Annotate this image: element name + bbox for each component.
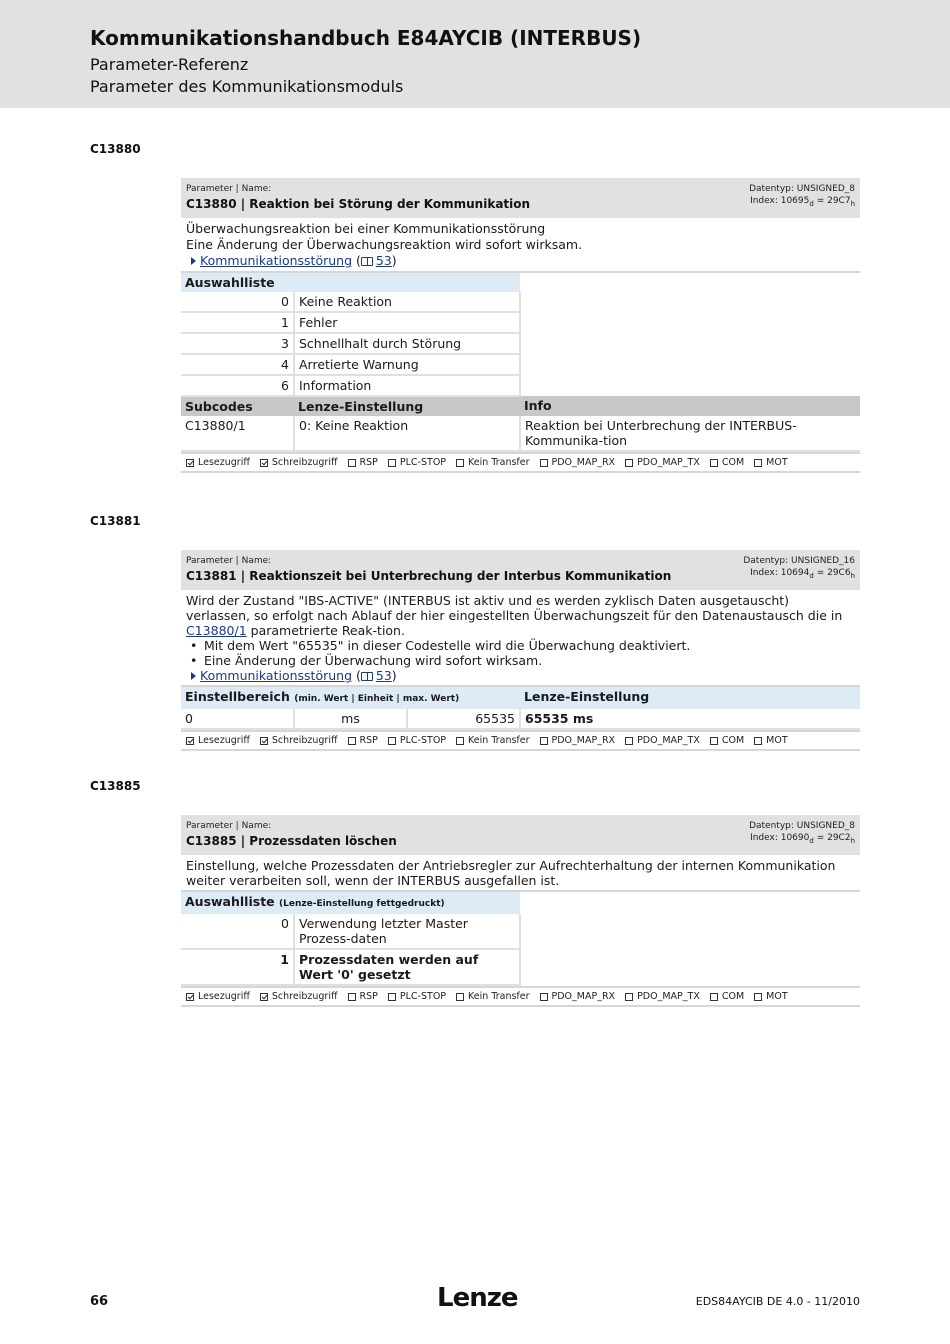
checkbox-empty-icon xyxy=(388,459,396,467)
checkbox-empty-icon xyxy=(754,459,762,467)
c13880-1-link[interactable]: C13880/1 xyxy=(186,623,247,638)
checkbox-empty-icon xyxy=(754,993,762,1001)
reference-link-row: Kommunikationsstörung ( 53) xyxy=(186,668,855,683)
range-header: Einstellbereich (min. Wert | Einheit | max. Wert) xyxy=(181,687,520,709)
document-id: EDS84AYCIB DE 4.0 - 11/2010 xyxy=(695,1295,860,1308)
book-icon xyxy=(361,257,373,266)
checkbox-empty-icon xyxy=(456,459,464,467)
flag-item: PDO_MAP_RX xyxy=(540,991,616,1002)
checkbox-empty-icon xyxy=(710,459,718,467)
flag-item: MOT xyxy=(754,735,787,746)
option-value: 1 xyxy=(181,312,294,333)
access-flags xyxy=(181,452,860,473)
lenze-value: 65535 ms xyxy=(520,709,860,729)
min-value: 0 xyxy=(181,709,294,729)
list-header: Auswahlliste xyxy=(181,273,520,292)
selection-table xyxy=(181,892,860,986)
kommunikationsstoerung-link[interactable]: Kommunikationsstörung xyxy=(200,253,353,268)
empty-area xyxy=(520,892,860,985)
parameter-description xyxy=(181,590,860,685)
description-paragraph: Wird der Zustand "IBS-ACTIVE" (INTERBUS ist aktiv und es werden zyklisch Daten ausgetauscht) verlassen, so erfolgt nach Ablauf der hier eingestellten Überwachungszeit für den Datenaustausch die in C13880/1 parametrierte Reak-tion. xyxy=(186,593,843,638)
lenze-header: Lenze-Einstellung xyxy=(520,687,860,709)
parameter-name: C13881 | Reaktionszeit bei Unterbrechung der Interbus Kommunikation xyxy=(186,569,672,583)
checkbox-empty-icon xyxy=(348,459,356,467)
flag-item: Kein Transfer xyxy=(456,457,529,468)
parameter-header xyxy=(181,550,860,590)
parameter-label: Parameter | Name: xyxy=(186,821,272,831)
checkbox-checked-icon xyxy=(260,993,268,1001)
flag-item: PDO_MAP_TX xyxy=(625,457,700,468)
flag-item: Schreibzugriff xyxy=(260,457,338,468)
option-value: 3 xyxy=(181,333,294,354)
flag-item: Kein Transfer xyxy=(456,735,529,746)
option-value: 6 xyxy=(181,375,294,396)
page-header xyxy=(0,0,950,108)
checkbox-checked-icon xyxy=(260,459,268,467)
checkbox-empty-icon xyxy=(754,737,762,745)
reference-link-row: Kommunikationsstörung ( 53) xyxy=(186,253,855,269)
datatype: Datentyp: UNSIGNED_8 xyxy=(749,184,855,194)
flag-item: Schreibzugriff xyxy=(260,991,338,1002)
option-label: Verwendung letzter Master Prozess-daten xyxy=(294,914,520,949)
flag-item: PDO_MAP_RX xyxy=(540,457,616,468)
flag-item: RSP xyxy=(348,735,378,746)
page-ref-link[interactable]: 53 xyxy=(361,668,392,683)
flag-item: MOT xyxy=(754,991,787,1002)
checkbox-empty-icon xyxy=(625,993,633,1001)
checkbox-empty-icon xyxy=(348,737,356,745)
parameter-description xyxy=(181,855,860,890)
lenze-header: Lenze-Einstellung xyxy=(294,396,520,416)
unit-value: ms xyxy=(294,709,407,729)
max-value: 65535 xyxy=(407,709,520,729)
section-title: Parameter-Referenz xyxy=(90,55,249,74)
flag-item: COM xyxy=(710,991,744,1002)
subsection-title: Parameter des Kommunikationsmoduls xyxy=(90,77,404,96)
flag-item: COM xyxy=(710,735,744,746)
code-heading-c13885: C13885 xyxy=(90,779,141,793)
flag-item: PDO_MAP_TX xyxy=(625,991,700,1002)
checkbox-empty-icon xyxy=(456,737,464,745)
checkbox-empty-icon xyxy=(348,993,356,1001)
parameter-header xyxy=(181,178,860,218)
book-icon xyxy=(361,672,373,681)
parameter-block-c13880 xyxy=(181,178,860,473)
parameter-name: C13885 | Prozessdaten löschen xyxy=(186,834,397,848)
list-header: Auswahlliste (Lenze-Einstellung fettgedruckt) xyxy=(181,892,520,914)
checkbox-empty-icon xyxy=(540,459,548,467)
option-value: 0 xyxy=(181,292,294,312)
checkbox-empty-icon xyxy=(540,993,548,1001)
flag-item: PDO_MAP_RX xyxy=(540,735,616,746)
checkbox-empty-icon xyxy=(540,737,548,745)
lenze-cell: 0: Keine Reaktion xyxy=(294,416,520,451)
checkbox-checked-icon xyxy=(260,737,268,745)
checkbox-empty-icon xyxy=(710,737,718,745)
option-value: 0 xyxy=(181,914,294,949)
parameter-label: Parameter | Name: xyxy=(186,184,272,194)
bullet-list xyxy=(186,638,855,668)
option-label: Keine Reaktion xyxy=(294,292,520,312)
checkbox-empty-icon xyxy=(625,459,633,467)
description-line: Eine Änderung der Überwachungsreaktion wird sofort wirksam. xyxy=(186,237,583,252)
flag-item: Lesezugriff xyxy=(186,735,250,746)
code-heading-c13880: C13880 xyxy=(90,142,141,156)
arrow-right-icon xyxy=(191,257,196,265)
flag-item: PDO_MAP_TX xyxy=(625,735,700,746)
flag-item: Lesezugriff xyxy=(186,991,250,1002)
datatype: Datentyp: UNSIGNED_8 xyxy=(749,821,855,831)
checkbox-empty-icon xyxy=(625,737,633,745)
parameter-description xyxy=(181,218,860,271)
flag-item: RSP xyxy=(348,991,378,1002)
checkbox-checked-icon xyxy=(186,993,194,1001)
page-ref-link[interactable]: 53 xyxy=(361,253,392,268)
flag-item: PLC-STOP xyxy=(388,457,446,468)
flag-item: Lesezugriff xyxy=(186,457,250,468)
checkbox-empty-icon xyxy=(388,737,396,745)
info-cell: Reaktion bei Unterbrechung der INTERBUS-Kommunika-tion xyxy=(520,416,860,451)
checkbox-empty-icon xyxy=(710,993,718,1001)
parameter-header xyxy=(181,815,860,855)
option-label: Fehler xyxy=(294,312,520,333)
selection-table xyxy=(181,273,860,452)
bullet-item: • Eine Änderung der Überwachung wird sofort wirksam. xyxy=(186,653,855,668)
option-label: Arretierte Warnung xyxy=(294,354,520,375)
parameter-name: C13880 | Reaktion bei Störung der Kommunikation xyxy=(186,197,531,211)
kommunikationsstoerung-link[interactable]: Kommunikationsstörung xyxy=(200,668,353,683)
bullet-item: • Mit dem Wert "65535" in dieser Codestelle wird die Überwachung deaktiviert. xyxy=(186,638,855,653)
document-title: Kommunikationshandbuch E84AYCIB (INTERBUS) xyxy=(90,26,642,50)
flag-item: Schreibzugriff xyxy=(260,735,338,746)
checkbox-checked-icon xyxy=(186,737,194,745)
flag-item: COM xyxy=(710,457,744,468)
lenze-logo: Lenze xyxy=(437,1283,518,1313)
info-header: Info xyxy=(520,396,860,416)
checkbox-empty-icon xyxy=(388,993,396,1001)
parameter-block-c13885 xyxy=(181,815,860,1007)
parameter-block-c13881 xyxy=(181,550,860,751)
checkbox-checked-icon xyxy=(186,459,194,467)
subcodes-header: Subcodes xyxy=(181,396,294,416)
checkbox-empty-icon xyxy=(456,993,464,1001)
option-label: Prozessdaten werden auf Wert '0' gesetzt xyxy=(294,949,520,985)
description-line: Überwachungsreaktion bei einer Kommunikationsstörung xyxy=(186,221,546,236)
subcode-cell: C13880/1 xyxy=(181,416,294,451)
flag-item: PLC-STOP xyxy=(388,991,446,1002)
range-table xyxy=(181,687,860,730)
index: Index: $10694_d = 29C6_h$ xyxy=(750,568,855,580)
option-label: Information xyxy=(294,375,520,396)
flag-item: Kein Transfer xyxy=(456,991,529,1002)
index: Index: $10690_d = 29C2_h$ xyxy=(750,833,855,845)
flag-item: PLC-STOP xyxy=(388,735,446,746)
empty-area xyxy=(520,273,860,396)
arrow-right-icon xyxy=(191,672,196,680)
code-heading-c13881: C13881 xyxy=(90,514,141,528)
datatype: Datentyp: UNSIGNED_16 xyxy=(743,556,855,566)
access-flags xyxy=(181,986,860,1007)
description-paragraph: Einstellung, welche Prozessdaten der Antriebsregler zur Aufrechterhaltung der internen Kommunikation weiter verarbeiten soll, wenn der INTERBUS ausgefallen ist. xyxy=(186,858,836,888)
access-flags xyxy=(181,730,860,751)
flag-item: RSP xyxy=(348,457,378,468)
option-value: 4 xyxy=(181,354,294,375)
parameter-label: Parameter | Name: xyxy=(186,556,272,566)
option-value: 1 xyxy=(181,949,294,985)
flag-item: MOT xyxy=(754,457,787,468)
page-number: 66 xyxy=(90,1294,109,1309)
index: Index: $10695_d = 29C7_h$ xyxy=(750,196,855,208)
option-label: Schnellhalt durch Störung xyxy=(294,333,520,354)
